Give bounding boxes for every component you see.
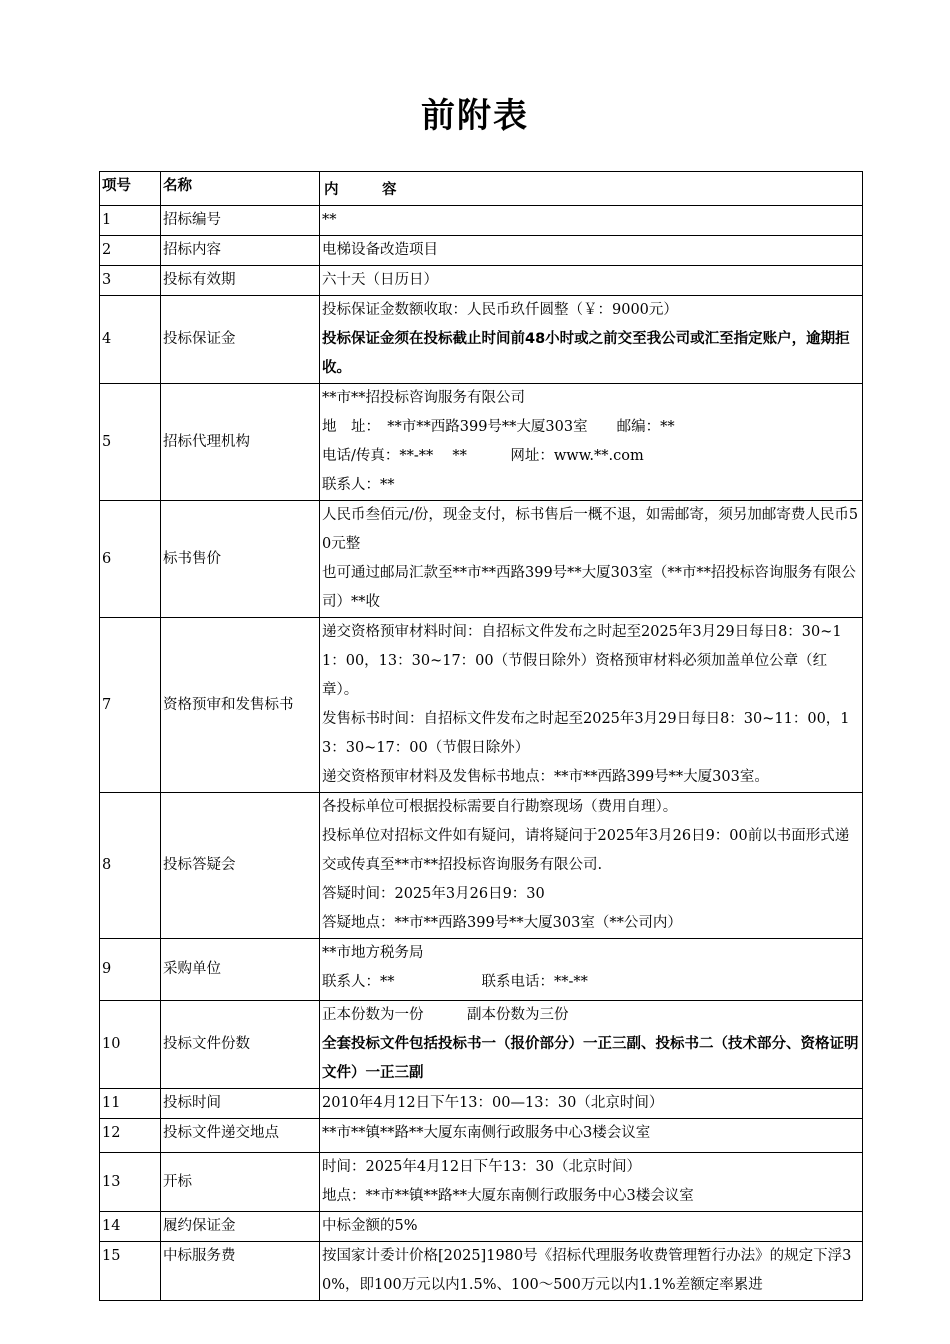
content-line: 联系人：** 联系电话：**-** — [322, 974, 588, 990]
table-row — [100, 618, 863, 793]
row-no: 5 — [100, 384, 161, 501]
row-name: 标书售价 — [161, 501, 320, 618]
row-name: 招标内容 — [161, 236, 320, 266]
content-line: 人民币叁佰元/份，现金支付，标书售后一概不退，如需邮寄，须另加邮寄费人民币50元整 — [322, 507, 859, 552]
content-line: 答疑地点：**市**西路399号**大厦303室（**公司内） — [322, 915, 682, 931]
header-name: 名称 — [161, 172, 320, 206]
row-content — [320, 1242, 863, 1301]
content-line: 投标保证金数额收取：人民币玖仟圆整（￥：9000元） — [322, 302, 678, 318]
row-content — [320, 266, 863, 296]
row-name: 投标文件递交地点 — [161, 1119, 320, 1153]
content-line: 各投标单位可根据投标需要自行勘察现场（费用自理）。 — [322, 799, 678, 815]
row-no: 10 — [100, 1001, 161, 1089]
row-no: 12 — [100, 1119, 161, 1153]
row-content — [320, 1089, 863, 1119]
row-no: 9 — [100, 939, 161, 1001]
table-row — [100, 1212, 863, 1242]
row-no: 7 — [100, 618, 161, 793]
row-name: 投标文件份数 — [161, 1001, 320, 1089]
content-line: 递交资格预审材料及发售标书地点：**市**西路399号**大厦303室。 — [322, 769, 769, 785]
content-line: 发售标书时间：自招标文件发布之时起至2025年3月29日每日8：30~11：00，13：30~17：00（节假日除外） — [322, 711, 850, 756]
row-no: 8 — [100, 793, 161, 939]
row-no: 2 — [100, 236, 161, 266]
content-line: 按国家计委计价格[2025]1980号《招标代理服务收费管理暂行办法》的规定下浮30%，即100万元以内1.5%、100～500万元以内1.1%差额定率累进 — [322, 1248, 852, 1293]
content-line: 递交资格预审材料时间：自招标文件发布之时起至2025年3月29日每日8：30~11：00，13：30~17：00（节假日除外）资格预审材料必须加盖单位公章（红章）。 — [322, 624, 842, 698]
table-row — [100, 1242, 863, 1301]
appendix-table — [99, 171, 863, 1301]
table-row — [100, 1089, 863, 1119]
content-line: 六十天（日历日） — [322, 272, 438, 288]
row-name: 招标编号 — [161, 206, 320, 236]
row-content — [320, 618, 863, 793]
table-row — [100, 266, 863, 296]
header-content — [320, 172, 863, 206]
header-content-label: 内 容 — [324, 182, 397, 198]
row-name: 招标代理机构 — [161, 384, 320, 501]
row-name: 投标答疑会 — [161, 793, 320, 939]
row-name: 投标保证金 — [161, 296, 320, 384]
row-no: 14 — [100, 1212, 161, 1242]
content-line: 联系人：** — [322, 477, 395, 493]
content-line: 电话/传真：**-** ** 网址：www.**.com — [322, 448, 644, 464]
header-no: 项号 — [100, 172, 161, 206]
content-line: 电梯设备改造项目 — [322, 242, 438, 258]
table-row — [100, 384, 863, 501]
row-no: 11 — [100, 1089, 161, 1119]
row-no: 3 — [100, 266, 161, 296]
row-no: 15 — [100, 1242, 161, 1301]
table-row — [100, 1119, 863, 1153]
row-content — [320, 501, 863, 618]
row-name: 开标 — [161, 1153, 320, 1212]
row-name: 中标服务费 — [161, 1242, 320, 1301]
row-no: 1 — [100, 206, 161, 236]
row-content — [320, 939, 863, 1001]
row-content — [320, 1119, 863, 1153]
row-name: 履约保证金 — [161, 1212, 320, 1242]
table-row — [100, 793, 863, 939]
row-content — [320, 1212, 863, 1242]
table-row — [100, 939, 863, 1001]
row-content — [320, 384, 863, 501]
table-row — [100, 1001, 863, 1089]
row-name: 资格预审和发售标书 — [161, 618, 320, 793]
row-name: 采购单位 — [161, 939, 320, 1001]
content-line: 答疑时间：2025年3月26日9：30 — [322, 886, 545, 902]
row-content — [320, 1153, 863, 1212]
page-title: 前附表 — [421, 96, 529, 136]
content-bold-note: 投标保证金须在投标截止时间前48小时或之前交至我公司或汇至指定账户，逾期拒收。 — [322, 331, 850, 376]
content-bold-note: 全套投标文件包括投标书一（报价部分）一正三副、投标书二（技术部分、资格证明文件）一正三副 — [322, 1036, 859, 1081]
content-line: **市地方税务局 — [322, 945, 424, 961]
content-line: 地 址： **市**西路399号**大厦303室 邮编：** — [322, 419, 675, 435]
content-line: 地点：**市**镇**路**大厦东南侧行政服务中心3楼会议室 — [322, 1188, 694, 1204]
row-no: 4 — [100, 296, 161, 384]
row-content — [320, 236, 863, 266]
row-content — [320, 296, 863, 384]
content-line: **市**镇**路**大厦东南侧行政服务中心3楼会议室 — [322, 1125, 651, 1141]
table-row — [100, 1153, 863, 1212]
row-no: 13 — [100, 1153, 161, 1212]
table-row — [100, 206, 863, 236]
row-no: 6 — [100, 501, 161, 618]
row-name: 投标时间 — [161, 1089, 320, 1119]
table-row — [100, 236, 863, 266]
content-line: **市**招投标咨询服务有限公司 — [322, 390, 525, 406]
row-content — [320, 1001, 863, 1089]
content-line: 正本份数为一份 副本份数为三份 — [322, 1007, 569, 1023]
table-row — [100, 501, 863, 618]
content-line: 中标金额的5% — [322, 1218, 418, 1234]
row-content — [320, 793, 863, 939]
table-header-row — [100, 172, 863, 206]
content-line: 时间：2025年4月12日下午13：30（北京时间） — [322, 1159, 641, 1175]
content-line: 投标单位对招标文件如有疑问，请将疑问于2025年3月26日9：00前以书面形式递交或传真至**市**招投标咨询服务有限公司. — [322, 828, 850, 873]
content-line: ** — [322, 212, 337, 228]
table-row — [100, 296, 863, 384]
content-line: 也可通过邮局汇款至**市**西路399号**大厦303室（**市**招投标咨询服务有限公司）**收 — [322, 565, 856, 610]
row-name: 投标有效期 — [161, 266, 320, 296]
row-content — [320, 206, 863, 236]
content-line: 2010年4月12日下午13：00—13：30（北京时间） — [322, 1095, 664, 1111]
